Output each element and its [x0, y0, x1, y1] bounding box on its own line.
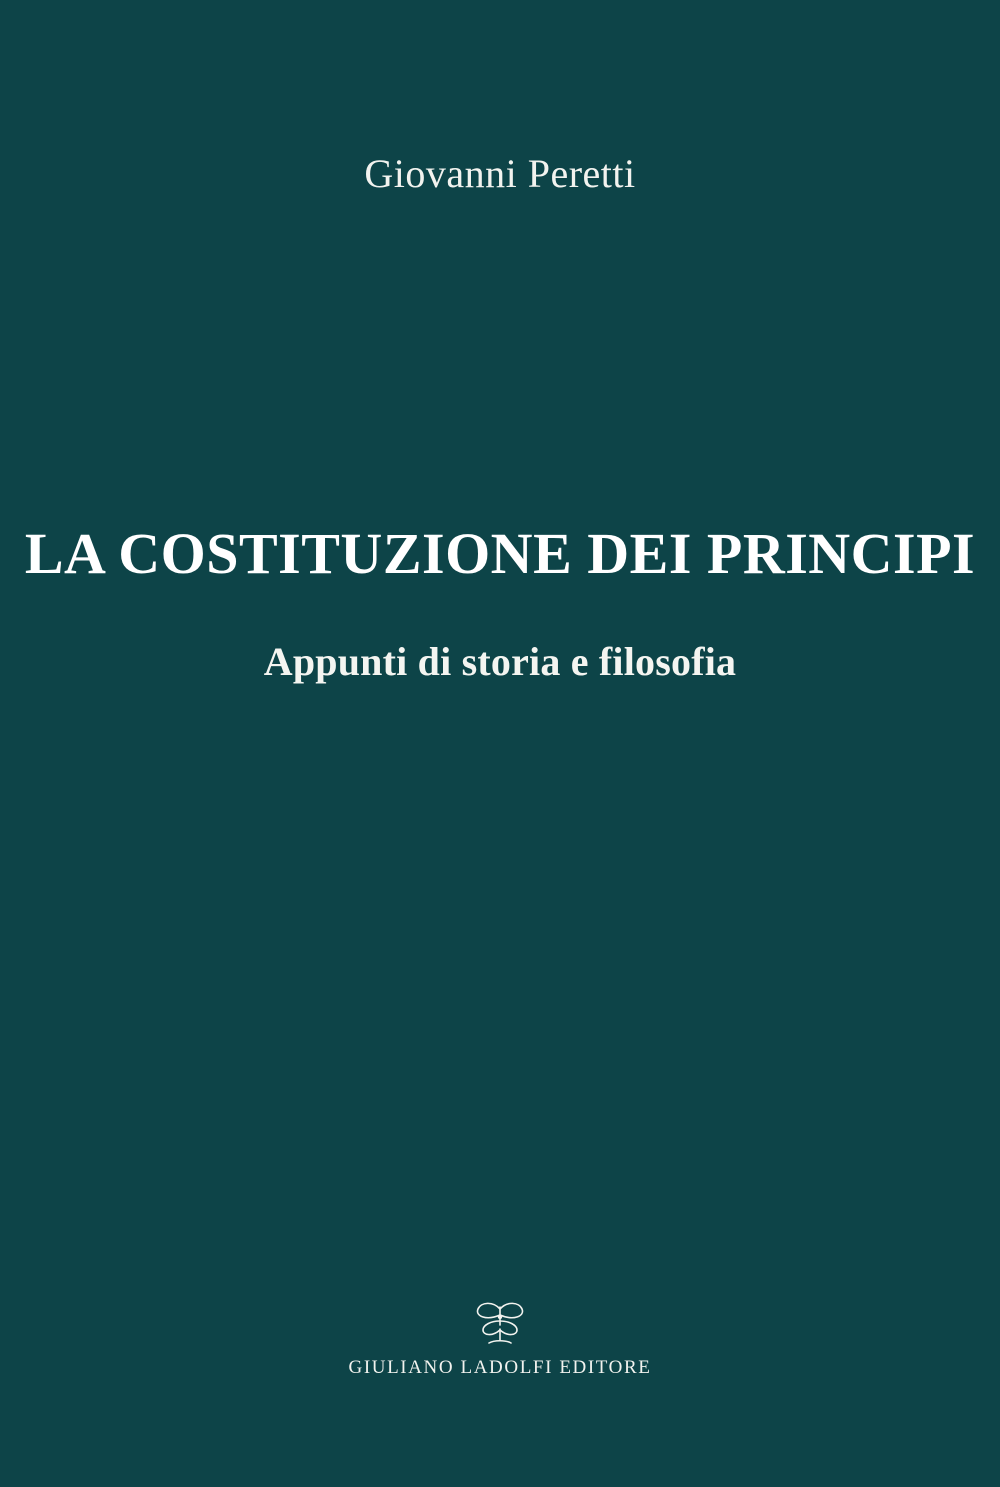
book-title: LA COSTITUZIONE DEI PRINCIPI — [24, 521, 976, 586]
publisher-name: GIULIANO LADOLFI EDITORE — [348, 1357, 652, 1378]
publisher-block — [0, 1299, 1000, 1379]
flourish-ornament-icon — [455, 1299, 545, 1351]
book-subtitle: Appunti di storia e filosofia — [263, 639, 737, 684]
author-name: Giovanni Peretti — [364, 151, 636, 196]
